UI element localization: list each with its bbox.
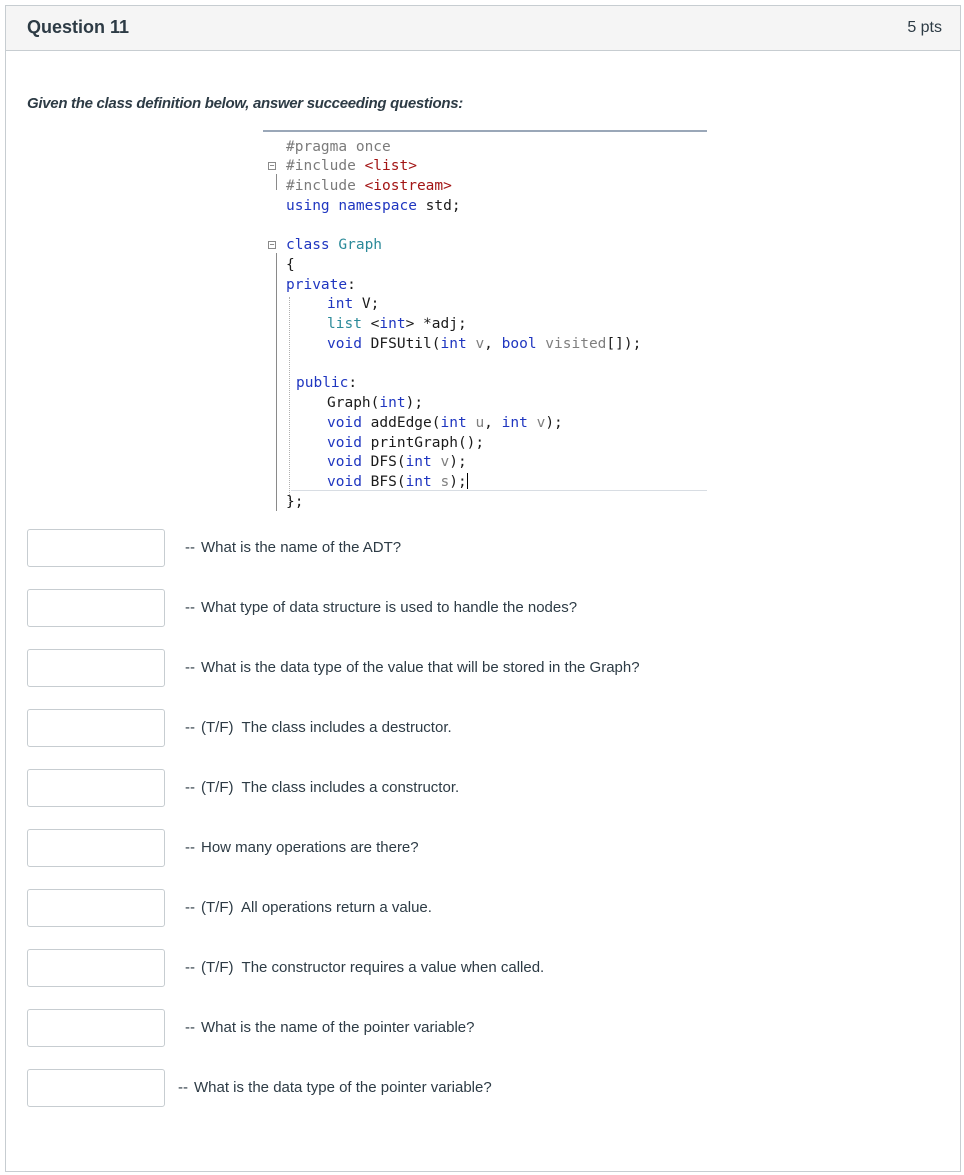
answer-prefix: --	[185, 839, 195, 856]
answer-question-label: How many operations are there?	[201, 839, 419, 856]
fold-guide	[276, 174, 277, 190]
code-line-11: void DFSUtil(int v, bool visited[]);	[327, 336, 642, 352]
answer-question-text	[185, 839, 419, 856]
answer-question-label: (T/F) The class includes a destructor.	[201, 719, 452, 736]
answer-question-label: What is the name of the pointer variable?	[201, 1019, 475, 1036]
code-line-3: #include <iostream>	[286, 178, 452, 194]
answer-question-text	[185, 719, 452, 736]
indent-guide	[289, 297, 290, 507]
code-line-1: #pragma once	[286, 139, 391, 155]
answer-question-text	[185, 659, 640, 676]
question-prompt: Given the class definition below, answer succeeding questions:	[27, 95, 463, 112]
collapse-icon: −	[269, 161, 275, 170]
answer-question-label: What type of data structure is used to handle the nodes?	[201, 599, 578, 616]
code-line-10: list <int> *adj;	[327, 316, 467, 332]
code-line-13: public:	[296, 375, 358, 391]
code-line-2: #include <list>	[286, 158, 417, 174]
answer-question-label: (T/F) The constructor requires a value when called.	[201, 959, 545, 976]
code-line-17: void DFS(int v);	[327, 454, 467, 470]
answer-question-text	[185, 959, 544, 976]
code-line-9: int V;	[327, 296, 380, 312]
answer-question-text	[185, 599, 577, 616]
code-line-19: };	[286, 494, 304, 510]
code-image	[263, 129, 707, 521]
answer-prefix: --	[185, 899, 195, 916]
answer-input[interactable]	[27, 829, 165, 867]
question-header	[6, 6, 960, 51]
code-line-6: class Graph	[286, 237, 383, 253]
collapse-icon: −	[269, 240, 275, 249]
answer-prefix: --	[185, 599, 195, 616]
code-line-16: void printGraph();	[327, 435, 485, 451]
answer-input[interactable]	[27, 769, 165, 807]
answer-input[interactable]	[27, 889, 165, 927]
question-card	[5, 5, 961, 1172]
code-line-7: {	[286, 257, 295, 273]
answer-prefix: --	[185, 1019, 195, 1036]
question-title: Question 11	[27, 17, 130, 37]
answer-question-label: (T/F) All operations return a value.	[201, 899, 432, 916]
answer-question-text	[185, 779, 459, 796]
code-top-border	[263, 130, 707, 132]
answer-question-label: (T/F) The class includes a constructor.	[201, 779, 460, 796]
answer-prefix: --	[185, 779, 195, 796]
answer-question-label: What is the name of the ADT?	[201, 539, 402, 556]
question-points: 5 pts	[907, 19, 942, 36]
answer-question-label: What is the data type of the pointer variable?	[194, 1079, 492, 1096]
answer-prefix: --	[178, 1079, 188, 1096]
code-line-15: void addEdge(int u, int v);	[327, 415, 563, 431]
text-cursor	[467, 473, 468, 489]
answer-question-text	[178, 1079, 492, 1096]
code-current-line-border	[291, 490, 707, 491]
answer-input[interactable]	[27, 589, 165, 627]
answer-prefix: --	[185, 659, 195, 676]
code-line-14: Graph(int);	[327, 395, 424, 411]
answer-question-text	[185, 539, 401, 556]
code-line-8: private:	[286, 277, 356, 293]
answer-question-label: What is the data type of the value that will be stored in the Graph?	[201, 659, 640, 676]
answer-input[interactable]	[27, 1069, 165, 1107]
answer-prefix: --	[185, 959, 195, 976]
answer-prefix: --	[185, 539, 195, 556]
code-line-4: using namespace std;	[286, 198, 461, 214]
answer-question-text	[185, 1019, 475, 1036]
answer-input[interactable]	[27, 709, 165, 747]
answer-prefix: --	[185, 719, 195, 736]
answer-question-text	[185, 899, 432, 916]
answer-input[interactable]	[27, 529, 165, 567]
answer-input[interactable]	[27, 949, 165, 987]
code-line-18: void BFS(int s);	[327, 474, 467, 490]
fold-guide	[276, 253, 277, 511]
answer-input[interactable]	[27, 649, 165, 687]
answer-input[interactable]	[27, 1009, 165, 1047]
